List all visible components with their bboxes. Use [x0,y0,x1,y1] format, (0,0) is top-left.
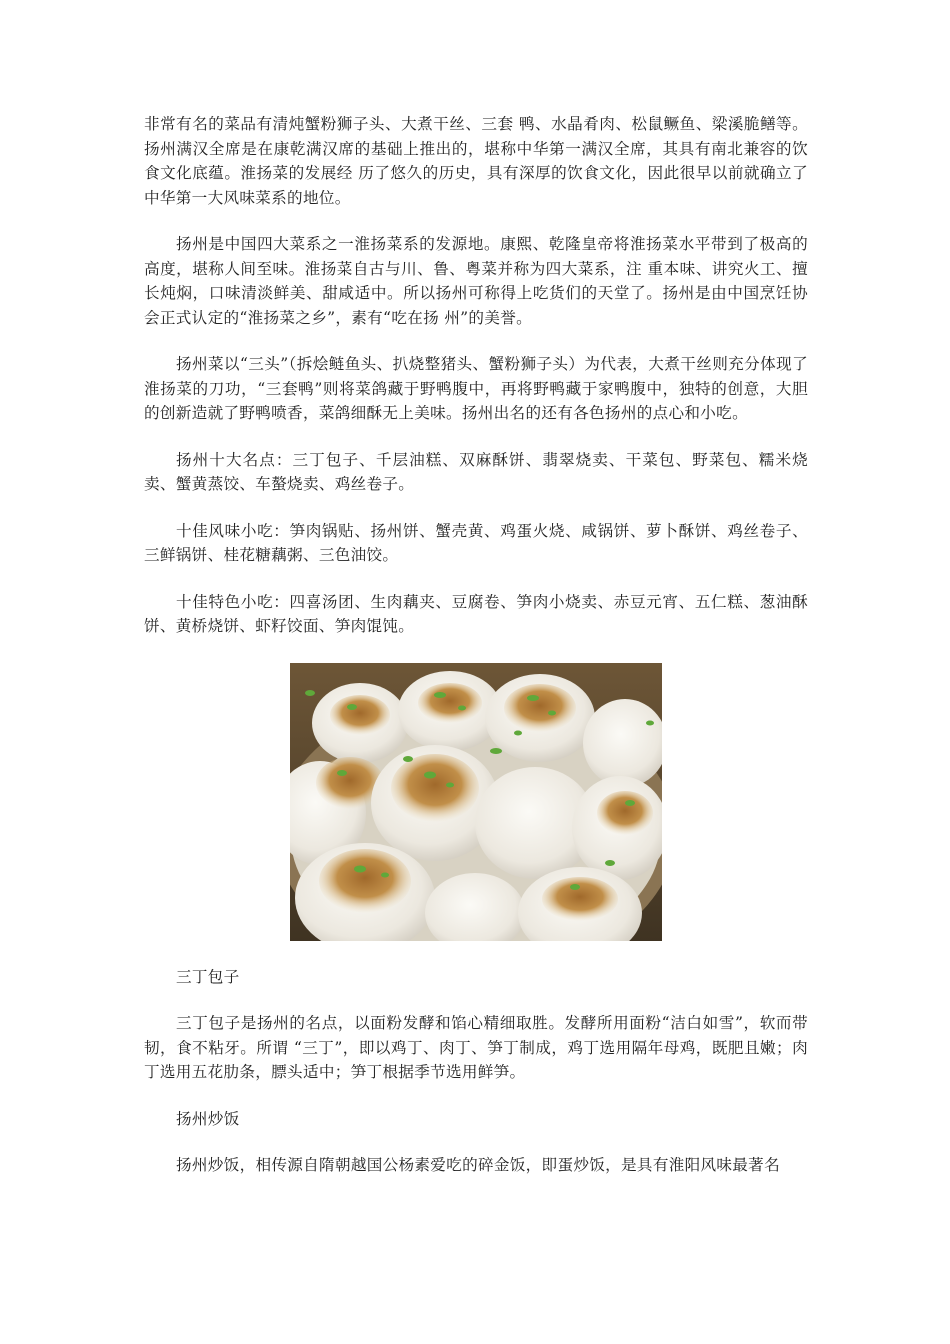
paragraph-dishes: 非常有名的菜品有清炖蟹粉狮子头、大煮干丝、三套 鸭、水晶肴肉、松鼠鳜鱼、梁溪脆鳝等。扬州满汉全席是在康乾满汉席的基础上推出的，堪称中华第一满汉全席，其具有南北兼容的饮食文化底蕴。淮扬菜的发展经 历了悠久的历史，具有深厚的饮食文化，因此很早以前就确立了中华第一大风味菜系的地位。 [144,115,808,207]
document-page [144,112,808,1178]
section-heading-yangzhou-fried-rice: 扬州炒饭 [176,1109,240,1128]
steamed-buns-photo [290,663,662,941]
paragraph-ten-special-snacks: 十佳特色小吃：四喜汤团、生肉藕夹、豆腐卷、笋肉小烧卖、赤豆元宵、五仁糕、葱油酥饼、黄桥烧饼、虾籽饺面、笋肉馄饨。 [144,592,808,635]
section-heading-sanding-baozi: 三丁包子 [176,967,240,986]
paragraph-sanding-baozi: 三丁包子是扬州的名点，以面粉发酵和馅心精细取胜。发酵所用面粉“洁白如雪”，软而带韧，食不粘牙。所谓 “三丁”，即以鸡丁、肉丁、笋丁制成，鸡丁选用隔年母鸡，既肥且嫩；肉丁选用五花肋条，膘头适中；笋丁根据季节选用鲜笋。 [144,1014,808,1081]
photo-container [144,663,808,941]
paragraph-three-heads: 扬州菜以“三头”（拆烩鲢鱼头、扒烧整猪头、蟹粉狮子头）为代表，大煮干丝则充分体现了淮扬菜的刀功，“三套鸭”则将菜鸽藏于野鸭腹中，再将野鸭藏于家鸭腹中，独特的创意，大胆的创新造就了野鸭喷香，菜鸽细酥无上美味。扬州出名的还有各色扬州的点心和小吃。 [144,355,808,422]
paragraph-origin: 扬州是中国四大菜系之一淮扬菜系的发源地。康熙、乾隆皇帝将淮扬菜水平带到了极高的高度，堪称人间至味。淮扬菜自古与川、鲁、粤菜并称为四大菜系，注 重本味、讲究火工、擅长炖焖，口味清淡鲜美、甜咸适中。所以扬州可称得上吃货们的天堂了。扬州是由中国烹饪协会正式认定的“淮扬菜之乡”，素有“吃在扬 州”的美誉。 [144,235,808,327]
paragraph-ten-pastries: 扬州十大名点：三丁包子、千层油糕、双麻酥饼、翡翠烧卖、干菜包、野菜包、糯米烧卖、蟹黄蒸饺、车螯烧卖、鸡丝卷子。 [144,450,808,493]
paragraph-ten-flavor-snacks: 十佳风味小吃：笋肉锅贴、扬州饼、蟹壳黄、鸡蛋火烧、咸锅饼、萝卜酥饼、鸡丝卷子、三鲜锅饼、桂花糖藕粥、三色油饺。 [144,521,808,564]
paragraph-yangzhou-fried-rice: 扬州炒饭，相传源自隋朝越国公杨素爱吃的碎金饭，即蛋炒饭，是具有淮阳风味最著名 [176,1156,780,1174]
